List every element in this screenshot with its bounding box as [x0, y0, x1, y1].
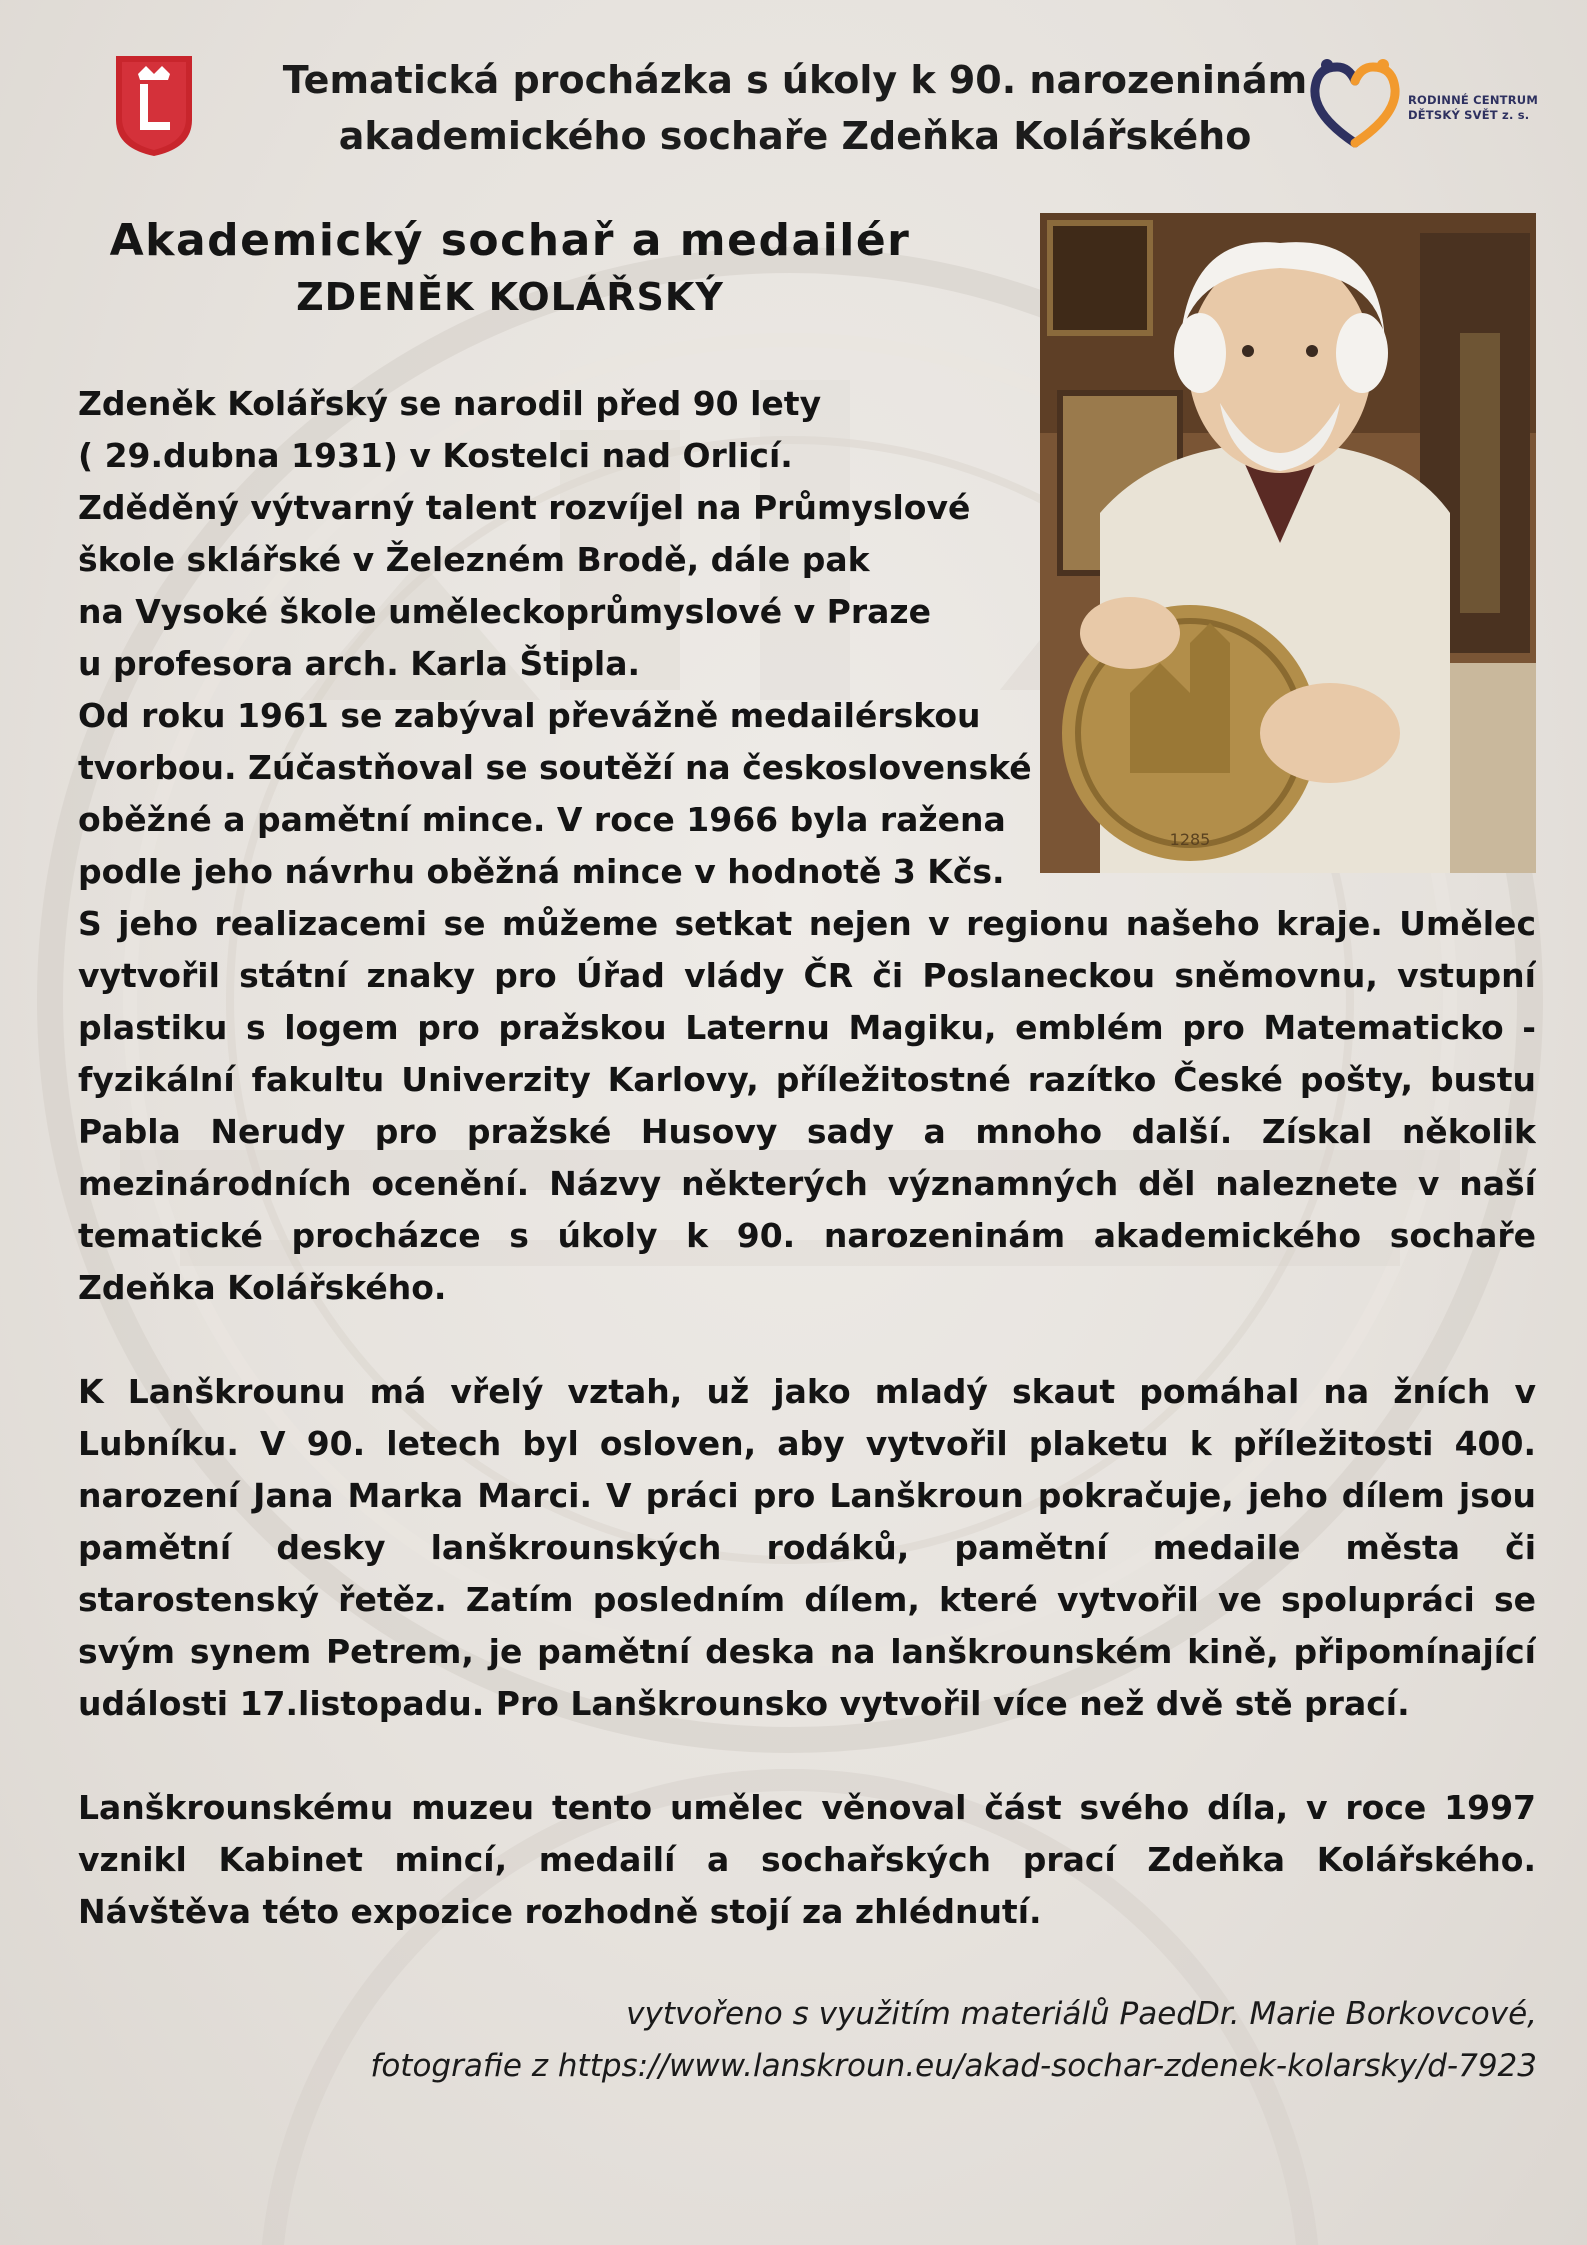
- intro-line: ( 29.dubna 1931) v Kostelci nad Orlicí.: [78, 436, 793, 475]
- family-centre-name: RODINNÉ CENTRUM DĚTSKÝ SVĚT z. s.: [1408, 93, 1538, 122]
- paragraph-line: S jeho realizacemi se můžeme setkat nejen v regionu našeho kraje. Umělec: [78, 904, 1536, 943]
- paragraph-line: Návštěva této expozice rozhodně stojí za zhlédnutí.: [78, 1892, 1042, 1931]
- credits: [237, 1988, 1537, 2092]
- article-heading: [70, 213, 950, 325]
- paragraph-line: pamětní desky lanškrounských rodáků, pamětní medaile města či: [78, 1528, 1536, 1567]
- family-centre-logo: [1305, 55, 1550, 155]
- portrait-photo: [1040, 213, 1536, 873]
- credits-line-2: fotografie z https://www.lanskroun.eu/akad-sochar-zdenek-kolarsky/d-7923: [370, 2048, 1537, 2084]
- intro-paragraph: [78, 378, 1038, 898]
- title-line-2: akademického sochaře Zdeňka Kolářského: [338, 114, 1252, 158]
- intro-line: škole sklářské v Železném Brodě, dále pak: [78, 540, 870, 579]
- lanskroun-paragraph: [78, 1366, 1536, 1730]
- paragraph-line: mezinárodních ocenění. Názvy některých významných děl naleznete v naší: [78, 1164, 1536, 1203]
- intro-line: Od roku 1961 se zabýval převážně medailérskou: [78, 696, 981, 735]
- intro-line: u profesora arch. Karla Štipla.: [78, 644, 641, 683]
- paragraph-line: tematické procházce s úkoly k 90. narozeninám akademického sochaře: [78, 1216, 1536, 1255]
- heading-line-2: ZDENĚK KOLÁŘSKÝ: [296, 275, 724, 319]
- paragraph-line: Lubníku. V 90. letech byl osloven, aby vytvořil plaketu k příležitosti 400.: [78, 1424, 1536, 1463]
- paragraph-line: Zdeňka Kolářského.: [78, 1268, 447, 1307]
- intro-line: Zdeněk Kolářský se narodil před 90 lety: [78, 384, 822, 423]
- intro-line: oběžné a pamětní mince. V roce 1966 byla ražena: [78, 800, 1006, 839]
- paragraph-line: Pabla Nerudy pro pražské Husovy sady a mnoho další. Získal několik: [78, 1112, 1536, 1151]
- works-paragraph: [78, 898, 1536, 1314]
- paragraph-line: fyzikální fakultu Univerzity Karlovy, příležitostné razítko České pošty, bustu: [78, 1060, 1536, 1099]
- paragraph-line: vytvořil státní znaky pro Úřad vlády ČR či Poslaneckou sněmovnu, vstupní: [78, 956, 1536, 995]
- intro-line: Zděděný výtvarný talent rozvíjel na Průmyslové: [78, 488, 971, 527]
- town-coat-of-arms-icon: [112, 52, 196, 158]
- intro-line: na Vysoké škole uměleckoprůmyslové v Praze: [78, 592, 931, 631]
- museum-paragraph: [78, 1782, 1536, 1938]
- credits-line-1: vytvořeno s využitím materiálů PaedDr. Marie Borkovcové,: [626, 1996, 1537, 2032]
- family-heart-logo-icon: [1305, 55, 1405, 155]
- heading-line-1: Akademický sochař a medailér: [109, 215, 911, 266]
- paragraph-line: vznikl Kabinet mincí, medailí a sochařských prací Zdeňka Kolářského.: [78, 1840, 1536, 1879]
- paragraph-line: události 17.listopadu. Pro Lanškrounsko vytvořil více než dvě stě prací.: [78, 1684, 1410, 1723]
- paragraph-line: K Lanškrounu má vřelý vztah, už jako mladý skaut pomáhal na žních v: [78, 1372, 1536, 1411]
- paragraph-line: narození Jana Marka Marci. V práci pro Lanškroun pokračuje, jeho dílem jsou: [78, 1476, 1536, 1515]
- portrait-photo-with-medal: [1040, 213, 1536, 873]
- paragraph-line: plastiku s logem pro pražskou Laternu Magiku, emblém pro Matematicko -: [78, 1008, 1536, 1047]
- paragraph-line: svým synem Petrem, je pamětní deska na lanškrounském kině, připomínající: [78, 1632, 1536, 1671]
- page-title: [270, 52, 1320, 164]
- title-line-1: Tematická procházka s úkoly k 90. narozeninám: [282, 58, 1308, 102]
- intro-line: tvorbou. Zúčastňoval se soutěží na československé: [78, 748, 1032, 787]
- paragraph-line: starostenský řetěz. Zatím posledním dílem, které vytvořil ve spolupráci se: [78, 1580, 1536, 1619]
- intro-line: podle jeho návrhu oběžná mince v hodnotě 3 Kčs.: [78, 852, 1005, 891]
- paragraph-line: Lanškrounskému muzeu tento umělec věnoval část svého díla, v roce 1997: [78, 1788, 1536, 1827]
- svg-text:1285: 1285: [1169, 830, 1211, 849]
